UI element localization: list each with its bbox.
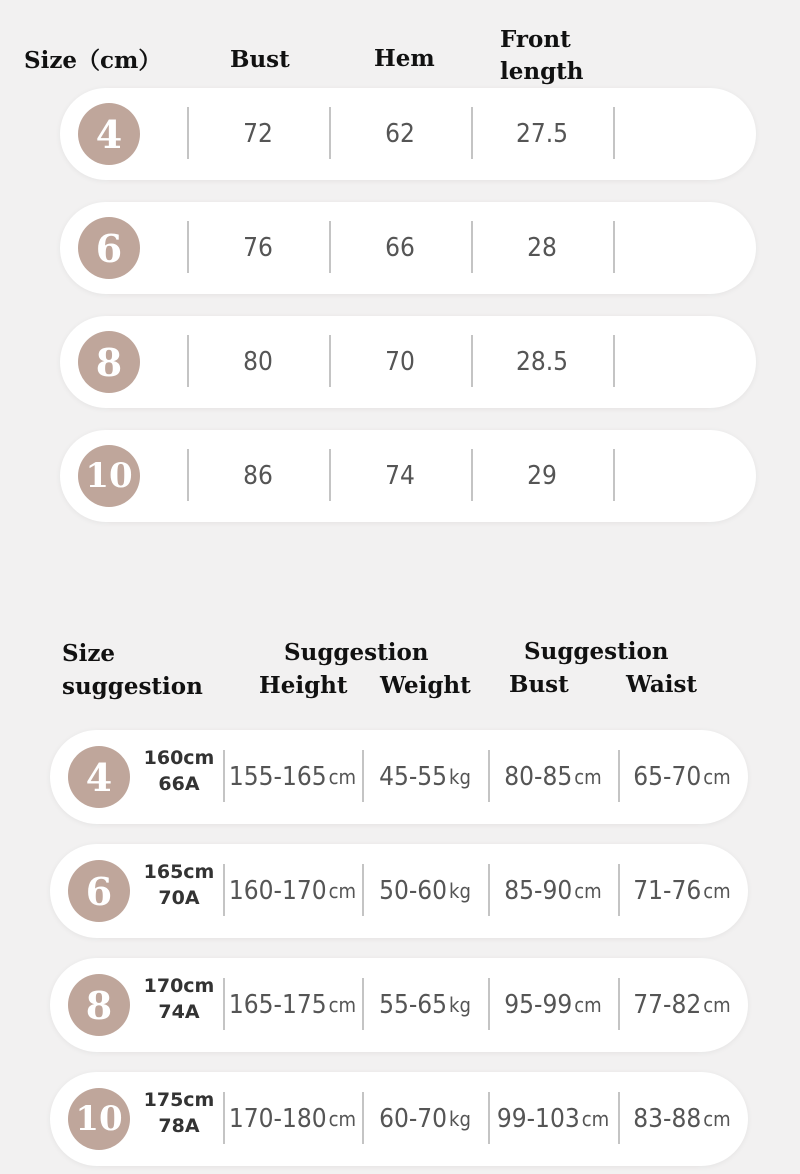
measurement-row — [60, 88, 756, 180]
bust-unit: cm — [574, 879, 602, 903]
height-code — [138, 1087, 220, 1139]
waist-unit: cm — [703, 993, 731, 1017]
height-unit: cm — [328, 993, 357, 1017]
cell-bust: 80 — [243, 347, 273, 377]
cell-hem: 70 — [385, 347, 415, 377]
height-unit: cm — [328, 879, 357, 903]
waist-value: 65-70 — [633, 762, 702, 792]
header-waist: Waist — [626, 671, 698, 698]
bust-unit: cm — [581, 1107, 610, 1131]
size-badge: 6 — [78, 217, 140, 279]
weight-value: 55-65 — [379, 990, 448, 1020]
cell-front-length: 28 — [527, 233, 557, 263]
cell-front-length: 28.5 — [515, 347, 569, 377]
column-divider — [613, 335, 615, 387]
cell-hem: 66 — [385, 233, 415, 263]
weight-unit: kg — [449, 993, 471, 1017]
measurement-row — [60, 316, 756, 408]
suggestion-row — [50, 1072, 748, 1166]
cell-hem: 62 — [385, 119, 415, 149]
size-badge: 10 — [78, 445, 140, 507]
cell-bust — [488, 730, 618, 824]
bust-unit: cm — [574, 765, 602, 789]
height-code — [138, 859, 220, 911]
cell-bust: 72 — [243, 119, 273, 149]
column-divider — [613, 221, 615, 273]
cell-weight — [362, 1072, 488, 1166]
column-divider — [613, 449, 615, 501]
bust-unit: cm — [574, 993, 602, 1017]
weight-unit: kg — [449, 879, 471, 903]
cell-waist — [618, 1072, 746, 1166]
cell-waist — [618, 844, 746, 938]
size-badge: 6 — [68, 860, 130, 922]
height-code-type: 74A — [158, 1001, 200, 1023]
header-size: Size（cm） — [24, 47, 162, 74]
height-code-cm: 160cm — [143, 747, 215, 769]
suggestion-row — [50, 730, 748, 824]
header-size-suggestion: Size suggestion — [62, 640, 203, 700]
cell-front-length: 27.5 — [515, 119, 569, 149]
size-badge: 8 — [78, 331, 140, 393]
weight-unit: kg — [449, 765, 471, 789]
header-hem: Hem — [374, 45, 435, 72]
weight-value: 45-55 — [379, 762, 448, 792]
cell-weight — [362, 958, 488, 1052]
header-bust-2: Bust — [509, 671, 569, 698]
height-code-type: 66A — [158, 773, 200, 795]
height-code — [138, 973, 220, 1025]
height-value: 155-165 — [228, 762, 327, 792]
waist-value: 83-88 — [633, 1104, 702, 1134]
size-badge: 8 — [68, 974, 130, 1036]
column-divider — [613, 107, 615, 159]
height-unit: cm — [328, 1107, 357, 1131]
size-badge: 4 — [68, 746, 130, 808]
height-value: 160-170 — [228, 876, 327, 906]
waist-value: 71-76 — [633, 876, 702, 906]
cell-weight — [362, 730, 488, 824]
height-code-cm: 165cm — [143, 861, 215, 883]
bust-value: 80-85 — [504, 762, 573, 792]
suggestion-row — [50, 844, 748, 938]
height-code — [138, 745, 220, 797]
suggestion-row — [50, 958, 748, 1052]
waist-unit: cm — [703, 765, 731, 789]
cell-height — [223, 1072, 362, 1166]
cell-bust — [488, 958, 618, 1052]
cell-weight — [362, 844, 488, 938]
height-value: 170-180 — [228, 1104, 327, 1134]
cell-bust: 86 — [243, 461, 273, 491]
cell-bust — [488, 1072, 618, 1166]
cell-height — [223, 958, 362, 1052]
waist-value: 77-82 — [633, 990, 702, 1020]
weight-value: 50-60 — [379, 876, 448, 906]
bust-value: 99-103 — [496, 1104, 580, 1134]
cell-waist — [618, 958, 746, 1052]
height-code-type: 70A — [158, 887, 200, 909]
height-code-cm: 170cm — [143, 975, 215, 997]
cell-waist — [618, 730, 746, 824]
cell-height — [223, 844, 362, 938]
bust-value: 95-99 — [504, 990, 573, 1020]
height-value: 165-175 — [228, 990, 327, 1020]
header-weight: Weight — [380, 672, 471, 699]
header-suggestion-height-weight: Suggestion — [284, 639, 429, 666]
size-badge: 10 — [68, 1088, 130, 1150]
measurement-row — [60, 202, 756, 294]
waist-unit: cm — [703, 879, 731, 903]
measurement-row — [60, 430, 756, 522]
cell-height — [223, 730, 362, 824]
cell-bust — [488, 844, 618, 938]
height-unit: cm — [328, 765, 357, 789]
waist-unit: cm — [703, 1107, 731, 1131]
header-bust: Bust — [230, 46, 290, 73]
cell-front-length: 29 — [527, 461, 557, 491]
cell-bust: 76 — [243, 233, 273, 263]
header-height: Height — [259, 672, 348, 699]
height-code-type: 78A — [158, 1115, 200, 1137]
height-code-cm: 175cm — [143, 1089, 215, 1111]
weight-unit: kg — [449, 1107, 471, 1131]
cell-hem: 74 — [385, 461, 415, 491]
header-suggestion-bust-waist: Suggestion — [524, 638, 669, 665]
weight-value: 60-70 — [379, 1104, 448, 1134]
size-badge: 4 — [78, 103, 140, 165]
bust-value: 85-90 — [504, 876, 573, 906]
header-front-length: Front length — [500, 26, 584, 85]
